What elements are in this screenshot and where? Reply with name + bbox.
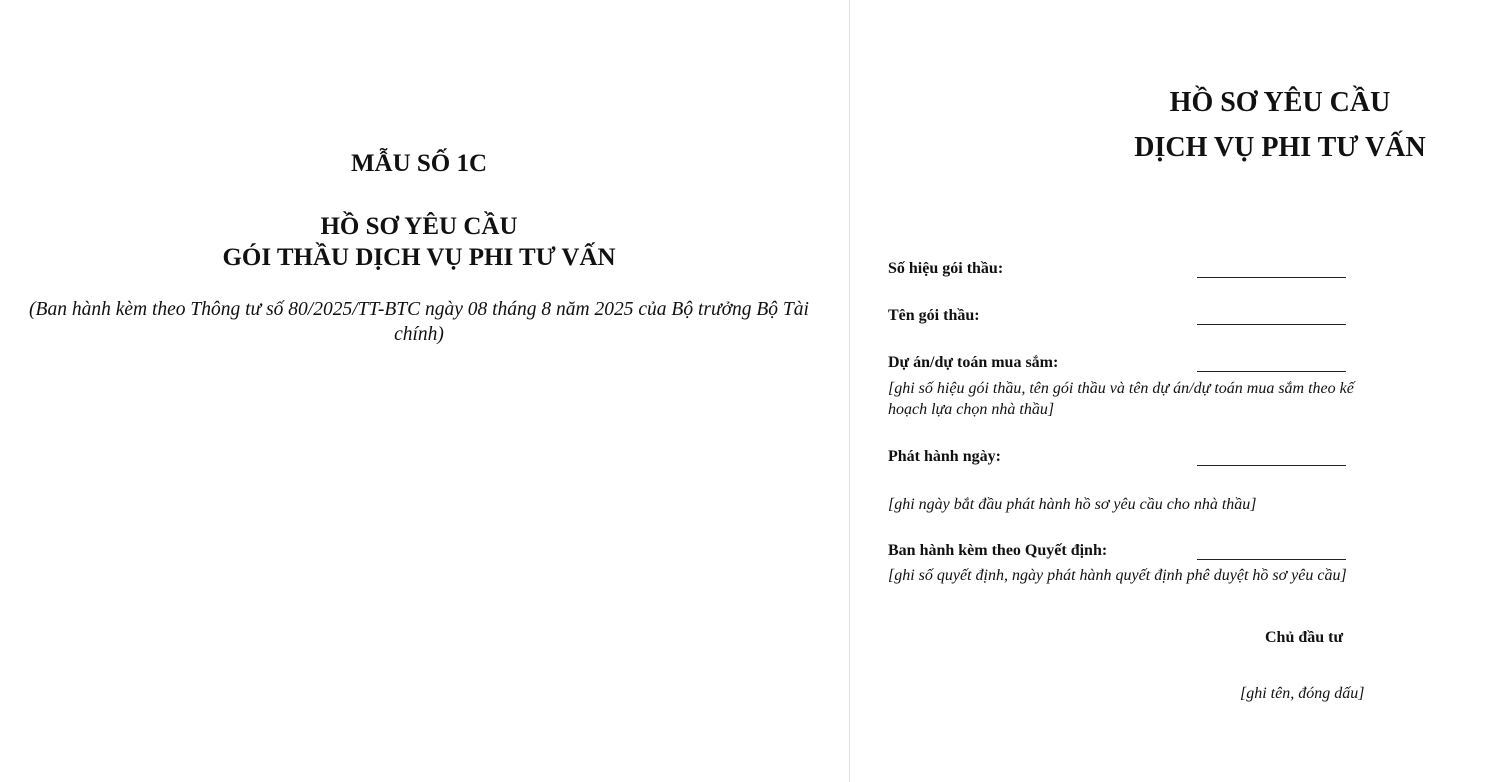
package-name-label: Tên gói thầu: (888, 307, 980, 324)
package-number-label: Số hiệu gói thầu: (888, 260, 1004, 277)
right-page (850, 0, 1500, 782)
left-page-title (0, 211, 838, 273)
left-title-line-1: HỒ SƠ YÊU CẦU (320, 213, 518, 240)
decision-label: Ban hành kèm theo Quyết định: (888, 542, 1108, 559)
right-page-title (1102, 80, 1458, 170)
owner-label: Chủ đầu tư (1265, 629, 1344, 646)
project-field[interactable] (1197, 371, 1346, 372)
issue-date-hint: [ghi ngày bắt đầu phát hành hồ sơ yêu cầu cho nhà thầu] (888, 496, 1257, 513)
issue-date-label: Phát hành ngày: (888, 448, 1001, 465)
owner-signature-hint: [ghi tên, đóng dấu] (1240, 685, 1365, 702)
left-title-line-2: GÓI THẦU DỊCH VỤ PHI TƯ VẤN (222, 244, 616, 271)
decision-field[interactable] (1197, 559, 1346, 560)
form-number: MẪU SỐ 1C (350, 150, 488, 177)
package-name-field[interactable] (1197, 324, 1346, 325)
right-title-line-1: HỒ SƠ YÊU CẦU (1169, 87, 1391, 118)
issue-date-field[interactable] (1197, 465, 1346, 466)
decision-hint: [ghi số quyết định, ngày phát hành quyết định phê duyệt hồ sơ yêu cầu] (888, 567, 1347, 584)
project-hint: [ghi số hiệu gói thầu, tên gói thầu và tên dự án/dự toán mua sắm theo kế hoạch lựa chọn nhà thầu] (888, 380, 1354, 418)
issuance-note: (Ban hành kèm theo Thông tư số 80/2025/TT-BTC ngày 08 tháng 8 năm 2025 của Bộ trưởng Bộ Tài chính) (29, 299, 809, 345)
project-label: Dự án/dự toán mua sắm: (888, 354, 1059, 371)
package-number-field[interactable] (1197, 277, 1346, 278)
right-title-line-2: DỊCH VỤ PHI TƯ VẤN (1134, 132, 1426, 163)
